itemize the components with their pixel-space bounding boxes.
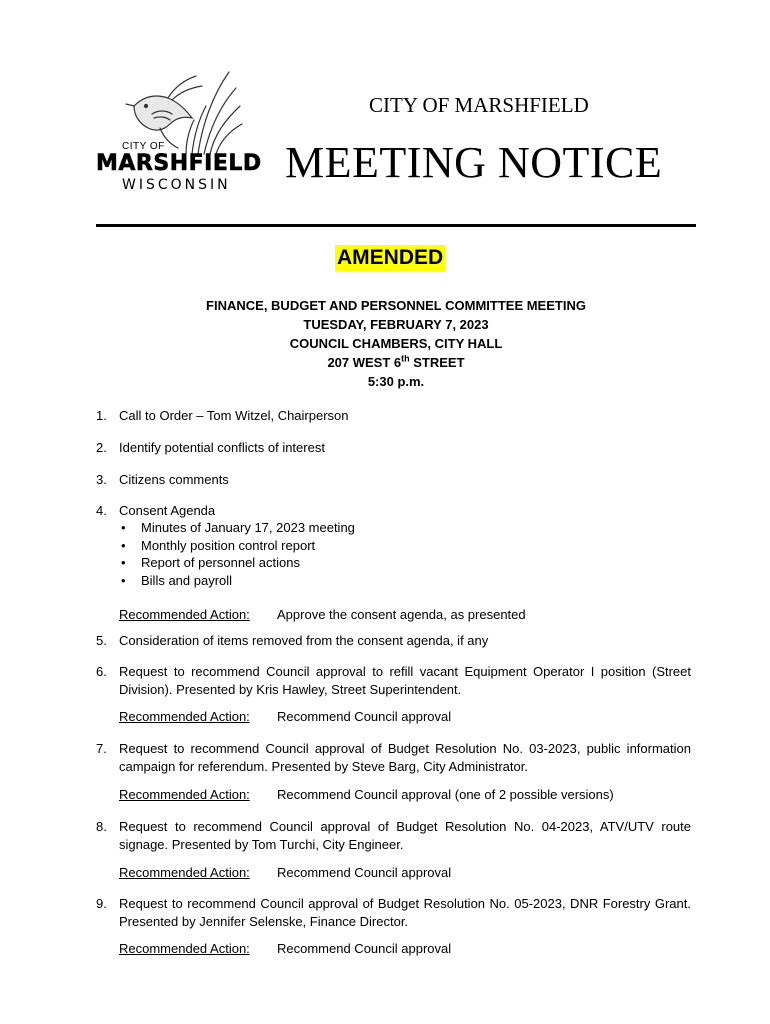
bullet-text: Minutes of January 17, 2023 meeting <box>141 520 355 535</box>
logo-city-of-text: CITY OF <box>122 141 165 152</box>
meeting-notice-title: MEETING NOTICE <box>285 138 663 187</box>
meeting-address <box>96 353 696 372</box>
recommended-action-label: Recommended Action: <box>119 865 250 880</box>
address-superscript: th <box>401 353 410 364</box>
list-item <box>119 537 619 555</box>
address-main: 207 WEST 6 <box>327 355 402 370</box>
list-item <box>119 554 619 572</box>
address-street: STREET <box>409 355 465 370</box>
recommended-action-value: Approve the consent agenda, as presented <box>277 607 526 622</box>
item-text: Citizens comments <box>119 472 229 487</box>
bullet-text: Monthly position control report <box>141 537 316 553</box>
header-divider <box>96 224 696 227</box>
city-logo <box>94 66 284 198</box>
item-text: Consideration of items removed from the consent agenda, if any <box>119 633 489 648</box>
consent-agenda-bullets <box>119 519 619 589</box>
list-item <box>119 572 619 590</box>
item-number: 9. <box>96 896 107 911</box>
bullet-text: Bills and payroll <box>141 572 233 588</box>
recommended-action-label: Recommended Action: <box>119 607 250 622</box>
item-text: Consent Agenda <box>119 503 216 518</box>
committee-name: FINANCE, BUDGET AND PERSONNEL COMMITTEE MEETING <box>206 298 586 313</box>
item-number: 1. <box>96 408 107 423</box>
recommended-action-label: Recommended Action: <box>119 709 250 724</box>
bullet-glyph: • <box>121 555 126 570</box>
logo-wisconsin-text: WISCONSIN <box>122 177 231 193</box>
item-text: Call to Order – Tom Witzel, Chairperson <box>119 408 349 423</box>
recommended-action-label: Recommended Action: <box>119 941 250 956</box>
item-number: 5. <box>96 633 107 648</box>
item-number: 6. <box>96 664 107 679</box>
item-text: Request to recommend Council approval of Budget Resolution No. 05-2023, DNR Forestry Grant. Presented by Jennifer Selenske, Finance Director. <box>119 896 691 929</box>
logo-marshfield-text: MARSHFIELD <box>96 151 262 176</box>
item-number: 3. <box>96 472 107 487</box>
item-text: Identify potential conflicts of interest <box>119 440 325 455</box>
item-text: Request to recommend Council approval of Budget Resolution No. 03-2023, public information campaign for referendum. Presented by Steve Barg, City Administrator. <box>119 741 691 774</box>
bullet-glyph: • <box>121 520 126 535</box>
bullet-glyph: • <box>121 572 126 588</box>
city-title: CITY OF MARSHFIELD <box>369 93 589 117</box>
meeting-time: 5:30 p.m. <box>367 374 425 389</box>
item-text: Request to recommend Council approval of Budget Resolution No. 04-2023, ATV/UTV route signage. Presented by Tom Turchi, City Engineer. <box>119 819 691 852</box>
recommended-action <box>119 786 691 804</box>
item-number: 7. <box>96 741 107 756</box>
recommended-action-value: Recommend Council approval (one of 2 possible versions) <box>277 787 614 802</box>
recommended-action-value: Recommend Council approval <box>277 941 452 956</box>
item-number: 2. <box>96 440 107 455</box>
recommended-action <box>119 940 691 958</box>
bullet-text: Report of personnel actions <box>141 555 300 570</box>
item-number: 4. <box>96 503 107 518</box>
recommended-action-value: Recommend Council approval <box>277 865 452 880</box>
recommended-action-value: Recommend Council approval <box>277 709 452 724</box>
meeting-date: TUESDAY, FEBRUARY 7, 2023 <box>303 317 489 332</box>
bullet-glyph: • <box>121 537 126 553</box>
list-item <box>119 519 619 537</box>
recommended-action <box>119 606 691 624</box>
recommended-action-label: Recommended Action: <box>119 787 250 802</box>
amended-badge: AMENDED <box>337 246 444 269</box>
meeting-details <box>96 296 696 391</box>
recommended-action <box>119 708 691 726</box>
item-text: Request to recommend Council approval to refill vacant Equipment Operator I position (Street Division). Presented by Kris Hawley, Street Superintendent. <box>119 664 691 697</box>
recommended-action <box>119 864 691 882</box>
item-number: 8. <box>96 819 107 834</box>
meeting-location: COUNCIL CHAMBERS, CITY HALL <box>289 336 503 351</box>
